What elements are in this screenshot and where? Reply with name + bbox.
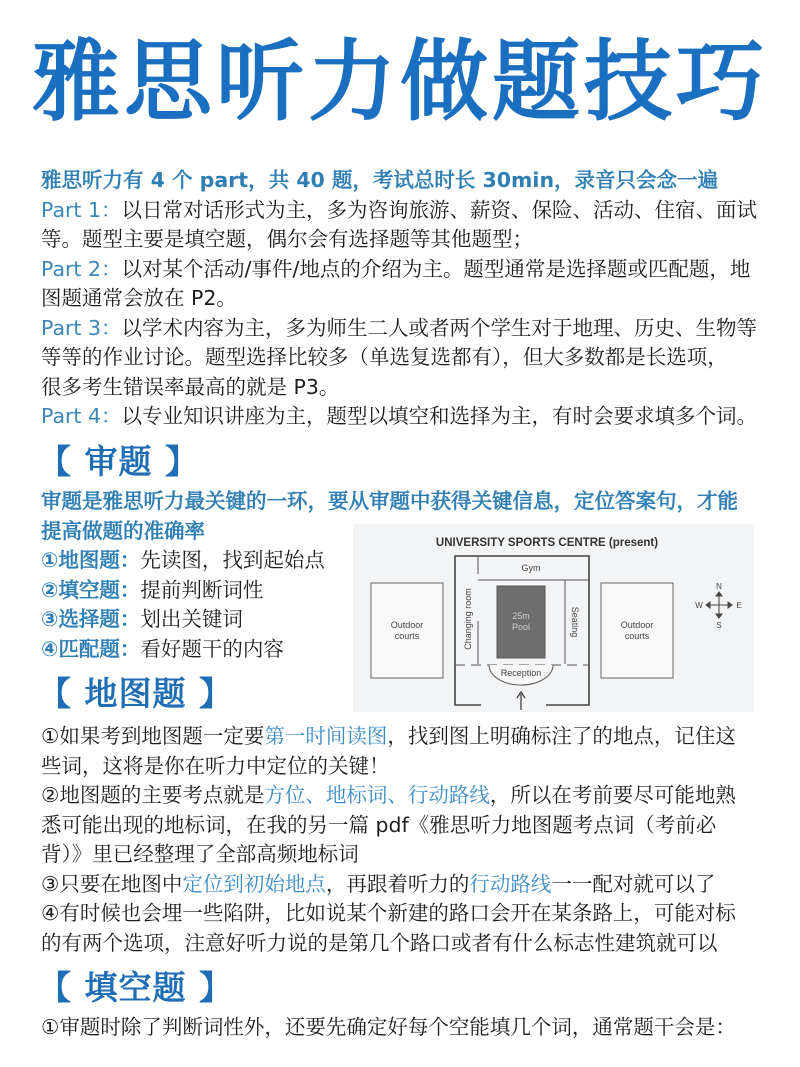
part-text: 以日常对话形式为主，多为咨询旅游、薪资、保险、活动、住宿、面试 <box>121 197 758 222</box>
fill-section <box>41 1013 761 1043</box>
highlight: 方位、地标词、行动路线 <box>264 783 490 807</box>
highlight: 行动路线 <box>469 871 552 896</box>
changing-room-label: Changing room <box>463 588 473 650</box>
text: ③只要在地图中 <box>41 871 183 896</box>
review-lead: 审题是雅思听力最关键的一环，要从审题中获得关键信息，定位答案句，才能 <box>41 489 738 513</box>
text: 一一配对就可以了 <box>551 871 716 896</box>
tip-label: ③选择题： <box>41 607 141 631</box>
tip-label: ②填空题： <box>41 577 141 602</box>
part-label: Part 3： <box>41 315 122 340</box>
tip-label: ④匹配题： <box>41 636 141 661</box>
outdoor-right-label: courts <box>624 631 650 641</box>
text: 悉可能出现的地标词，在我的另一篇 pdf《雅思听力地图题考点词（考前必 <box>41 812 717 837</box>
map-section <box>41 722 761 958</box>
part-text: 以对某个活动/事件/地点的介绍为主。题型通常是选择题或匹配题，地 <box>121 256 751 281</box>
reception-label: Reception <box>500 668 542 678</box>
text: ，所以在考前要尽可能地熟 <box>489 783 736 807</box>
text: 背）》里已经整理了全部高频地标词 <box>41 842 359 866</box>
page-title: 雅思听力做题技巧 <box>31 30 768 133</box>
review-lead: 提高做题的准确率 <box>41 518 205 543</box>
text: ②地图题的主要考点就是 <box>41 783 265 807</box>
part-text: 等。题型主要是填空题，偶尔会有选择题等其他题型； <box>41 227 533 251</box>
highlight: 定位到初始地点 <box>182 871 326 896</box>
text: 些词，这将是你在听力中定位的关键！ <box>41 753 390 778</box>
part-2 <box>41 255 761 314</box>
tip-text: 提前判断词性 <box>140 577 264 602</box>
part-1 <box>41 196 761 255</box>
tip-text: 划出关键词 <box>140 607 243 631</box>
tip-label: ①地图题： <box>41 548 141 572</box>
outdoor-right-label: Outdoor <box>620 620 654 630</box>
fill-item-1: ①审题时除了判断词性外，还要先确定好每个空能填几个词，通常题干会是： <box>41 1015 736 1039</box>
part-text: 等等的作业讨论。题型选择比较多（单选复选都有），但大多数都是长选项， <box>41 345 728 369</box>
compass-e: E <box>736 601 742 610</box>
pool-label: 25m <box>512 611 530 621</box>
map-item-2 <box>41 781 761 870</box>
seating-label: Seating <box>570 606 580 638</box>
sports-centre-map <box>353 524 754 712</box>
text: ④有时候也会埋一些陷阱，比如说某个新建的路口会开在某条路上，可能对标 <box>41 901 736 925</box>
tip-text: 先读图，找到起始点 <box>140 548 325 572</box>
compass-s: S <box>716 621 722 630</box>
text: ，再跟着听力的 <box>325 871 470 896</box>
pool-label: Pool <box>511 622 531 632</box>
compass-n: N <box>716 582 722 591</box>
part-text: 图题通常会放在 P2。 <box>41 286 237 310</box>
part-text: 以学术内容为主，多为师生二人或者两个学生对于地理、历史、生物等 <box>121 315 758 340</box>
intro-headline: 雅思听力有 4 个 part，共 40 题，考试总时长 30min，录音只会念一遍 <box>41 168 719 192</box>
map-item-3 <box>41 870 761 900</box>
part-label: Part 4： <box>41 404 122 428</box>
outdoor-left-label: Outdoor <box>390 620 424 630</box>
text: 的有两个选项，注意好听力说的是第几个路口或者有什么标志性建筑就可以 <box>41 930 718 955</box>
intro-section <box>41 166 761 432</box>
highlight: 第一时间读图 <box>264 724 388 748</box>
map-title: UNIVERSITY SPORTS CENTRE (present) <box>435 537 659 549</box>
section-heading-fill: 【 填空题 】 <box>38 968 233 1007</box>
part-text: 以专业知识讲座为主，题型以填空和选择为主，有时会要求填多个词。 <box>121 404 758 428</box>
tip-text: 看好题干的内容 <box>140 636 284 661</box>
part-3 <box>41 314 761 403</box>
section-heading-review: 【 审题 】 <box>38 442 199 481</box>
section-heading-map: 【 地图题 】 <box>38 674 233 713</box>
part-text: 很多考生错误率最高的就是 P3。 <box>41 374 340 399</box>
part-4 <box>41 402 761 432</box>
outdoor-left-label: courts <box>394 631 420 641</box>
part-label: Part 2： <box>41 256 122 281</box>
compass-w: W <box>695 601 703 610</box>
compass-icon <box>706 592 732 618</box>
part-label: Part 1： <box>41 197 122 222</box>
map-item-1 <box>41 722 761 781</box>
gym-label: Gym <box>521 563 541 573</box>
text: ，找到图上明确标注了的地点，记住这 <box>387 724 736 748</box>
text: ①如果考到地图题一定要 <box>41 724 265 748</box>
map-item-4 <box>41 899 761 958</box>
